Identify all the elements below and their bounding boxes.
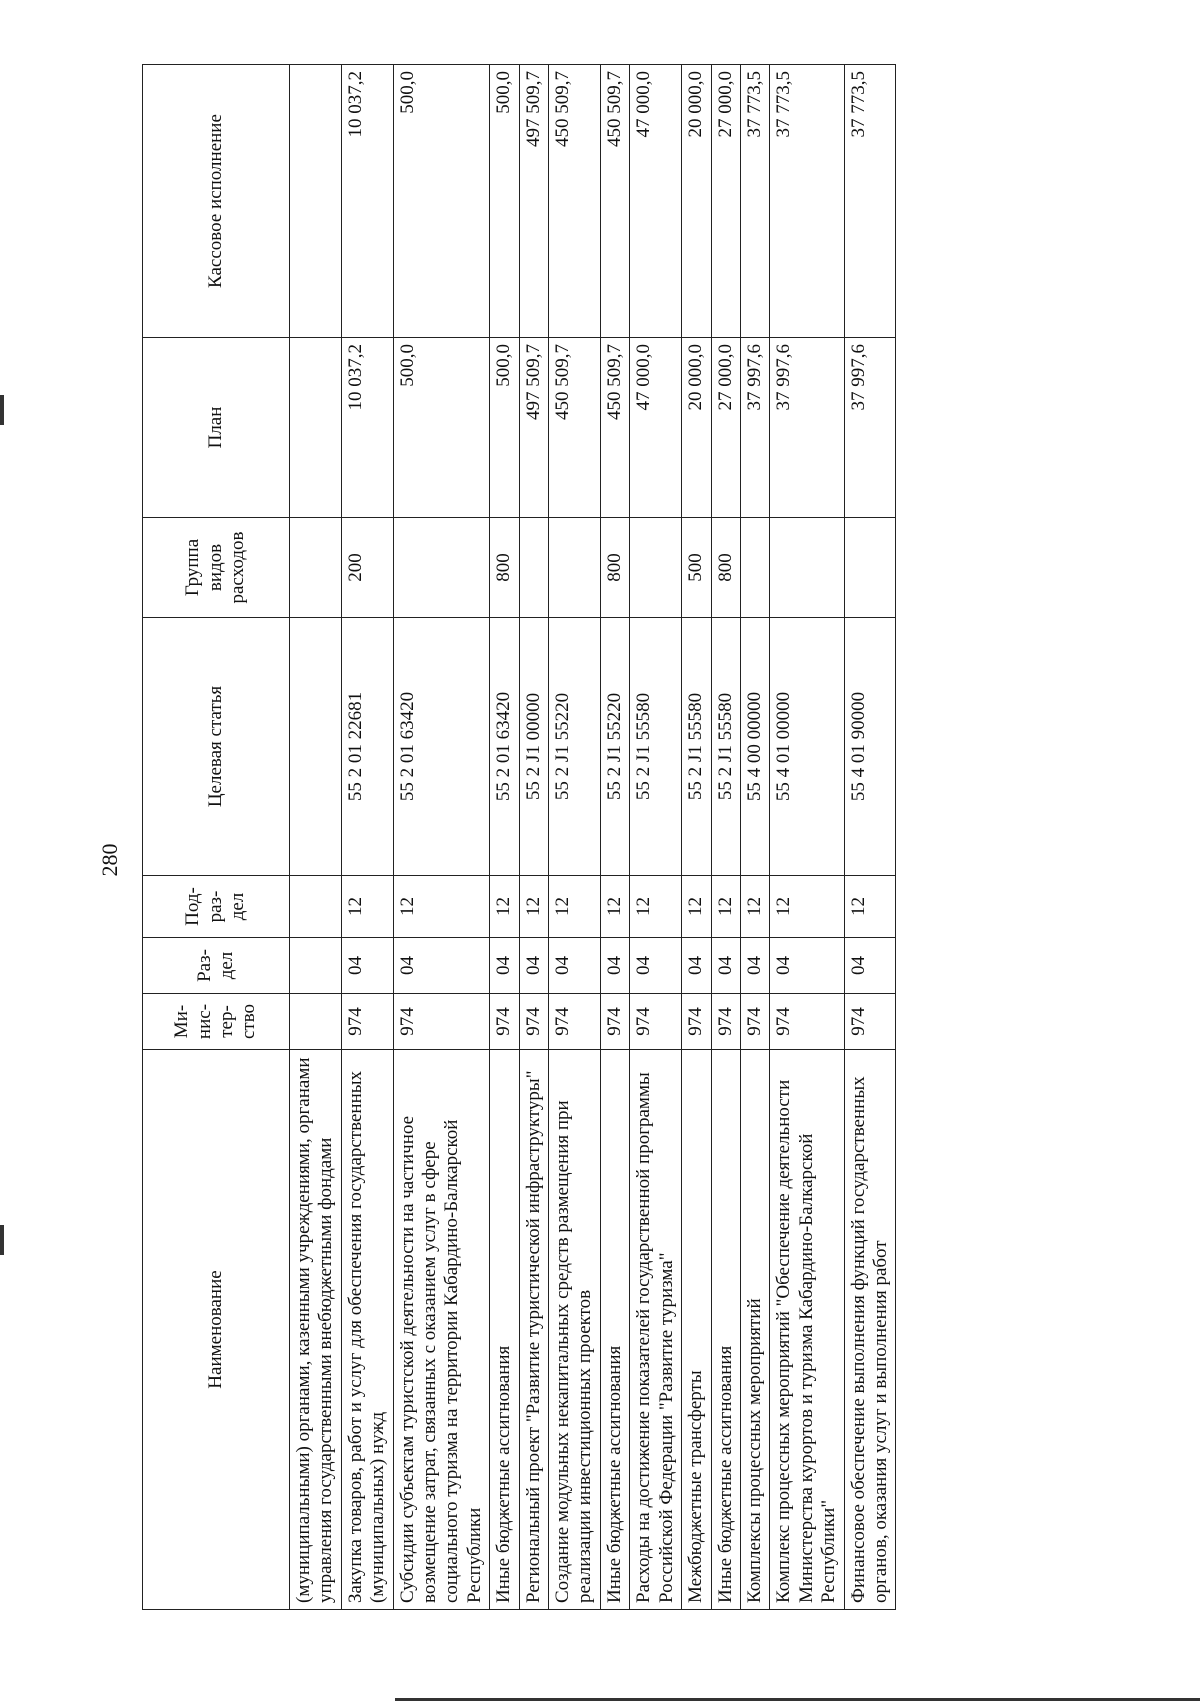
row-subsection: 12 xyxy=(393,876,490,938)
row-group: 800 xyxy=(711,518,740,618)
row-section: 04 xyxy=(549,938,601,994)
row-subsection xyxy=(290,876,342,938)
row-plan: 500,0 xyxy=(393,338,490,518)
row-name: Комплексы процессных мероприятий xyxy=(740,1050,769,1610)
table-row xyxy=(711,65,740,1610)
row-subsection: 12 xyxy=(770,876,844,938)
row-group xyxy=(549,518,601,618)
row-group: 800 xyxy=(600,518,629,618)
row-group xyxy=(290,518,342,618)
row-group xyxy=(393,518,490,618)
header-section: Раз-дел xyxy=(143,938,290,994)
row-group xyxy=(770,518,844,618)
header-name: Наименование xyxy=(143,1050,290,1610)
row-ministry: 974 xyxy=(600,994,629,1050)
table-header-row xyxy=(143,65,290,1610)
row-ministry: 974 xyxy=(711,994,740,1050)
row-target: 55 2 J1 00000 xyxy=(519,618,548,876)
row-execution: 450 509,7 xyxy=(549,65,601,338)
row-plan: 10 037,2 xyxy=(341,338,393,518)
row-plan: 450 509,7 xyxy=(600,338,629,518)
row-target: 55 2 J1 55220 xyxy=(549,618,601,876)
row-name: Межбюджетные трансферты xyxy=(682,1050,711,1610)
row-target: 55 4 01 90000 xyxy=(844,618,896,876)
row-subsection: 12 xyxy=(549,876,601,938)
row-execution: 37 773,5 xyxy=(740,65,769,338)
header-subsection: Под-раз-дел xyxy=(143,876,290,938)
row-subsection: 12 xyxy=(341,876,393,938)
row-target: 55 4 01 00000 xyxy=(770,618,844,876)
row-plan: 500,0 xyxy=(490,338,519,518)
row-execution: 20 000,0 xyxy=(682,65,711,338)
row-subsection: 12 xyxy=(740,876,769,938)
header-execution: Кассовое исполнение xyxy=(143,65,290,338)
row-group xyxy=(844,518,896,618)
row-target: 55 2 J1 55580 xyxy=(711,618,740,876)
row-plan: 27 000,0 xyxy=(711,338,740,518)
row-ministry: 974 xyxy=(519,994,548,1050)
row-section: 04 xyxy=(770,938,844,994)
row-section: 04 xyxy=(519,938,548,994)
row-execution: 37 773,5 xyxy=(770,65,844,338)
row-name: Иные бюджетные ассигнования xyxy=(600,1050,629,1610)
row-target: 55 2 01 22681 xyxy=(341,618,393,876)
row-execution: 27 000,0 xyxy=(711,65,740,338)
row-target: 55 2 J1 55580 xyxy=(630,618,682,876)
row-target: 55 4 00 00000 xyxy=(740,618,769,876)
row-ministry: 974 xyxy=(740,994,769,1050)
row-plan: 37 997,6 xyxy=(740,338,769,518)
scan-margin-mark-top xyxy=(0,395,4,425)
row-ministry: 974 xyxy=(490,994,519,1050)
row-target xyxy=(290,618,342,876)
row-plan: 450 509,7 xyxy=(549,338,601,518)
table-row xyxy=(341,65,393,1610)
row-ministry: 974 xyxy=(549,994,601,1050)
table-row xyxy=(600,65,629,1610)
row-section: 04 xyxy=(341,938,393,994)
table-row xyxy=(682,65,711,1610)
row-target: 55 2 01 63420 xyxy=(393,618,490,876)
row-plan xyxy=(290,338,342,518)
row-name: Субсидии субъектам туристской деятельности на частичное возмещение затрат, связанных с оказанием услуг в сфере социального туризма на территории Кабардино-Балкарской Республики xyxy=(393,1050,490,1610)
row-target: 55 2 J1 55220 xyxy=(600,618,629,876)
row-execution: 10 037,2 xyxy=(341,65,393,338)
table-row xyxy=(770,65,844,1610)
row-name: Иные бюджетные ассигнования xyxy=(711,1050,740,1610)
row-group: 200 xyxy=(341,518,393,618)
row-execution: 500,0 xyxy=(490,65,519,338)
row-subsection: 12 xyxy=(682,876,711,938)
row-subsection: 12 xyxy=(519,876,548,938)
row-group xyxy=(630,518,682,618)
row-plan: 37 997,6 xyxy=(770,338,844,518)
row-section: 04 xyxy=(600,938,629,994)
row-execution: 500,0 xyxy=(393,65,490,338)
table-row xyxy=(290,65,342,1610)
header-ministry: Ми-нис-тер-ство xyxy=(143,994,290,1050)
page-number: 280 xyxy=(97,843,122,877)
row-ministry: 974 xyxy=(393,994,490,1050)
row-execution xyxy=(290,65,342,338)
row-subsection: 12 xyxy=(490,876,519,938)
header-group: Группа видов расходов xyxy=(143,518,290,618)
scan-margin-mark-bottom xyxy=(0,1225,4,1255)
row-section xyxy=(290,938,342,994)
row-group xyxy=(740,518,769,618)
table-row xyxy=(630,65,682,1610)
row-name: Региональный проект "Развитие туристической инфраструктуры" xyxy=(519,1050,548,1610)
row-name: Расходы на достижение показателей государственной программы Российской Федерации "Развитие туризма" xyxy=(630,1050,682,1610)
table-row xyxy=(549,65,601,1610)
row-name: Финансовое обеспечение выполнения функций государственных органов, оказания услуг и выполнения работ xyxy=(844,1050,896,1610)
row-ministry: 974 xyxy=(341,994,393,1050)
row-section: 04 xyxy=(844,938,896,994)
scan-bottom-edge xyxy=(395,1698,1200,1701)
row-plan: 47 000,0 xyxy=(630,338,682,518)
row-subsection: 12 xyxy=(844,876,896,938)
row-name: Иные бюджетные ассигнования xyxy=(490,1050,519,1610)
table-row xyxy=(740,65,769,1610)
table-row xyxy=(490,65,519,1610)
row-target: 55 2 J1 55580 xyxy=(682,618,711,876)
row-section: 04 xyxy=(393,938,490,994)
table-row xyxy=(844,65,896,1610)
row-subsection: 12 xyxy=(600,876,629,938)
table-row xyxy=(519,65,548,1610)
budget-table xyxy=(142,64,896,1610)
row-plan: 37 997,6 xyxy=(844,338,896,518)
row-execution: 47 000,0 xyxy=(630,65,682,338)
row-name: Закупка товаров, работ и услуг для обеспечения государственных (муниципальных) нужд xyxy=(341,1050,393,1610)
row-section: 04 xyxy=(682,938,711,994)
row-group: 500 xyxy=(682,518,711,618)
row-execution: 450 509,7 xyxy=(600,65,629,338)
row-plan: 20 000,0 xyxy=(682,338,711,518)
row-execution: 37 773,5 xyxy=(844,65,896,338)
table-row xyxy=(393,65,490,1610)
row-group: 800 xyxy=(490,518,519,618)
row-name: Комплекс процессных мероприятий "Обеспечение деятельности Министерства курортов и туризма Кабардино-Балкарской Республики" xyxy=(770,1050,844,1610)
row-section: 04 xyxy=(740,938,769,994)
row-plan: 497 509,7 xyxy=(519,338,548,518)
header-target: Целевая статья xyxy=(143,618,290,876)
row-ministry: 974 xyxy=(630,994,682,1050)
row-ministry: 974 xyxy=(844,994,896,1050)
row-subsection: 12 xyxy=(711,876,740,938)
row-name: Создание модульных некапитальных средств размещения при реализации инвестиционных проектов xyxy=(549,1050,601,1610)
row-ministry: 974 xyxy=(682,994,711,1050)
row-section: 04 xyxy=(711,938,740,994)
rotated-page-content xyxy=(142,65,1062,1610)
row-ministry: 974 xyxy=(770,994,844,1050)
row-section: 04 xyxy=(630,938,682,994)
row-execution: 497 509,7 xyxy=(519,65,548,338)
row-ministry xyxy=(290,994,342,1050)
row-target: 55 2 01 63420 xyxy=(490,618,519,876)
header-plan: План xyxy=(143,338,290,518)
row-section: 04 xyxy=(490,938,519,994)
row-group xyxy=(519,518,548,618)
row-subsection: 12 xyxy=(630,876,682,938)
row-name: (муниципальными) органами, казенными учреждениями, органами управления государственными внебюджетными фондами xyxy=(290,1050,342,1610)
